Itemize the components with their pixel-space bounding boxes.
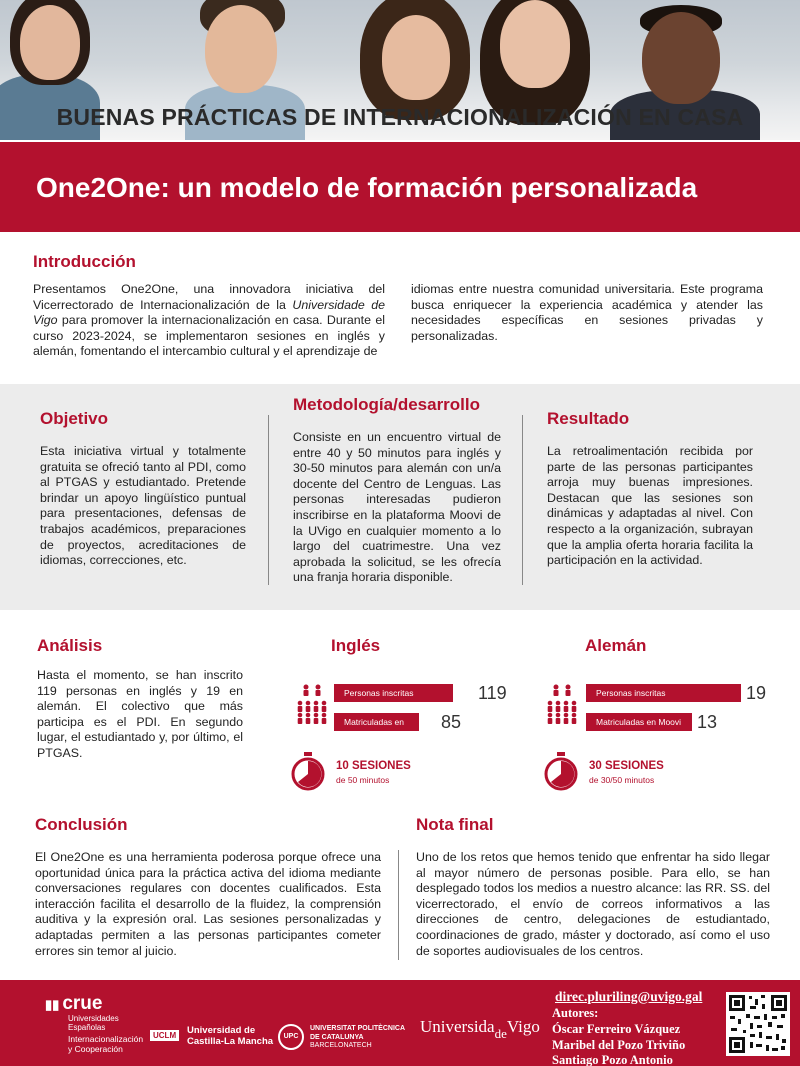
author-name: Óscar Ferreiro Vázquez xyxy=(552,1022,681,1036)
upc-text xyxy=(310,1025,405,1051)
crue-icon: ▮▮ xyxy=(45,997,60,1012)
crue-sub-line: Universidades xyxy=(68,1014,119,1023)
authors-label: Autores: xyxy=(552,1006,599,1020)
nota-final-heading: Nota final xyxy=(416,815,494,834)
contact-email[interactable]: direc.pluriling@uvigo.gal xyxy=(555,989,703,1004)
crue-logo-text: crue xyxy=(62,993,103,1014)
intro-text-b: para promover la internacionalización en casa. Durante el curso 2023-2024, se implementaron sesiones en inglés y alemán, fomentando el intercambio cultural y el aprendizaje de xyxy=(33,313,385,359)
upc-line: DE CATALUNYA xyxy=(310,1033,364,1041)
conclusion-heading: Conclusión xyxy=(35,815,128,834)
crue-sub xyxy=(68,1014,119,1032)
uclm-text xyxy=(187,1025,273,1047)
crue-sub-line: Españolas xyxy=(68,1023,106,1032)
person-face xyxy=(20,5,80,80)
intro-text-col1 xyxy=(33,282,385,360)
metodologia-heading: Metodología/desarrollo xyxy=(293,395,481,414)
author-name: Maribel del Pozo Triviño xyxy=(552,1038,686,1052)
upc-logo: UPC xyxy=(278,1024,304,1050)
intro-heading: Introducción xyxy=(33,252,136,271)
crue-sub-line: y Cooperación xyxy=(68,1044,123,1054)
objetivo-text: Esta iniciativa virtual y totalmente gratuita se ofreció tanto al PDI, como al PTGAS y estudiantado. Pretende brindar un apoyo lingüístico puntual para presentaciones, defensas de trabajos académicos, preparaciones de proyectos, acreditaciones de idiomas, correcciones, etc. xyxy=(40,444,246,568)
stopwatch-icon xyxy=(543,752,579,792)
bar-ingles-inscritas: Personas inscritas xyxy=(334,684,453,702)
crue-logo xyxy=(45,993,102,1015)
objetivo-heading: Objetivo xyxy=(40,409,109,428)
crue-sub2 xyxy=(68,1034,143,1054)
resultado-text: La retroalimentación recibida por parte de las personas participantes arroja muy buenas impresiones. Destacan que las sesiones son dinámicas y adaptadas al nivel. Con respecto a la organización, subrayan que la amplia oferta horaria facilita la participación en la actividad. xyxy=(547,444,753,568)
uclm-logo: UCLM xyxy=(150,1030,179,1041)
resultado-heading: Resultado xyxy=(547,409,630,428)
metodologia-text: Consiste en un encuentro virtual de entre 40 y 50 minutos para inglés y 30-50 minutos para alemán con un/a docente del Centro de Lenguas. Las personas interesadas pudieron inscribirse en la plataforma Moovi de la UVigo en cualquier momento a lo largo del cuatrimestre. Una vez aprobada la solicitud, se les ofrecía una franja horaria disponible. xyxy=(293,430,501,585)
sessions-ingles: 10 SESIONES xyxy=(336,760,411,772)
upc-line: UNIVERSITAT POLITÈCNICA xyxy=(310,1025,406,1032)
upc-line: BARCELONATECH xyxy=(310,1042,372,1049)
uvigo-logo-part: Universida xyxy=(420,1017,495,1036)
uvigo-logo xyxy=(420,1017,540,1041)
person-face xyxy=(500,0,570,88)
title-band xyxy=(0,142,800,232)
author-name: Santiago Pozo Antonio xyxy=(552,1053,673,1066)
uvigo-logo-part: de xyxy=(494,1026,507,1041)
person-face xyxy=(382,15,450,100)
sessions-aleman: 30 SESIONES xyxy=(589,760,664,772)
value-aleman-inscritas: 19 xyxy=(746,683,767,703)
value-ingles-inscritas: 119 xyxy=(478,683,507,703)
analisis-text: Hasta el momento, se han inscrito 119 personas en inglés y 19 en alemán. El colectivo que más participa es el PDI. En segundo lugar, el estudiantado y, por último, el PTGAS. xyxy=(37,668,243,760)
bar-aleman-moovi: Matriculadas en Moovi xyxy=(586,713,692,731)
people-icon xyxy=(296,684,328,724)
intro-text-em: Universidade de Vigo xyxy=(33,297,385,328)
people-icon xyxy=(546,684,578,724)
uclm-line: Castilla-La Mancha xyxy=(187,1036,274,1047)
divider xyxy=(522,415,523,585)
intro-text-a: Presentamos One2One, una innovadora iniciativa del Vicerrectorado de Internacionalización de la xyxy=(33,282,385,312)
divider xyxy=(398,850,399,960)
chart-title-ingles: Inglés xyxy=(331,636,381,655)
sessions-aleman-sub: de 30/50 minutos xyxy=(589,775,655,785)
analisis-heading: Análisis xyxy=(37,636,103,655)
banner-title: BUENAS PRÁCTICAS DE INTERNACIONALIZACIÓN EN CASA xyxy=(56,104,744,130)
chart-title-aleman: Alemán xyxy=(585,636,647,655)
bar-ingles-moovi: Matriculadas en Moovi xyxy=(334,713,419,731)
value-ingles-moovi: 85 xyxy=(441,712,462,732)
nota-final-text: Uno de los retos que hemos tenido que enfrentar ha sido llegar al mayor número de personas posible. Para ello, se han desplegado todos los medios a nuestro alcance: las RR. SS. del vicerrectorado, el envío de correos informativos a las direcciones de centro, delegaciones de estudiantado, coordinaciones de grado, máster y doctorado, así como el uso de soportes audiovisuales de los centros. xyxy=(416,850,770,958)
person-face xyxy=(642,12,720,104)
value-aleman-moovi: 13 xyxy=(697,712,718,732)
stopwatch-icon xyxy=(290,752,326,792)
bar-aleman-inscritas: Personas inscritas xyxy=(586,684,741,702)
header-photo xyxy=(0,0,800,140)
uvigo-logo-part: Vigo xyxy=(506,1017,540,1036)
uclm-line: Universidad de xyxy=(187,1025,256,1036)
page-title: One2One: un modelo de formación personalizada xyxy=(36,172,698,203)
conclusion-text: El One2One es una herramienta poderosa porque ofrece una oportunidad única para la práctica activa del idioma mediante conversaciones regulares con docentes cualificados. Esta interacción facilita el desarrollo de la fluidez, la comprensión auditiva y la expresión oral. Las sesiones personalizadas y adaptadas permiten a las personas participantes cometer errores sin temor al juicio. xyxy=(35,850,381,958)
crue-sub-line: Internacionalización xyxy=(68,1034,144,1044)
divider xyxy=(268,415,269,585)
sessions-ingles-sub: de 50 minutos xyxy=(336,775,390,785)
intro-text-col2: idiomas entre nuestra comunidad universitaria. Este programa busca enriquecer la experiencia académica y atender las necesidades específicas en sesiones privadas y personalizadas. xyxy=(411,282,763,343)
person-face xyxy=(205,5,277,93)
qr-code-icon[interactable] xyxy=(726,992,790,1056)
